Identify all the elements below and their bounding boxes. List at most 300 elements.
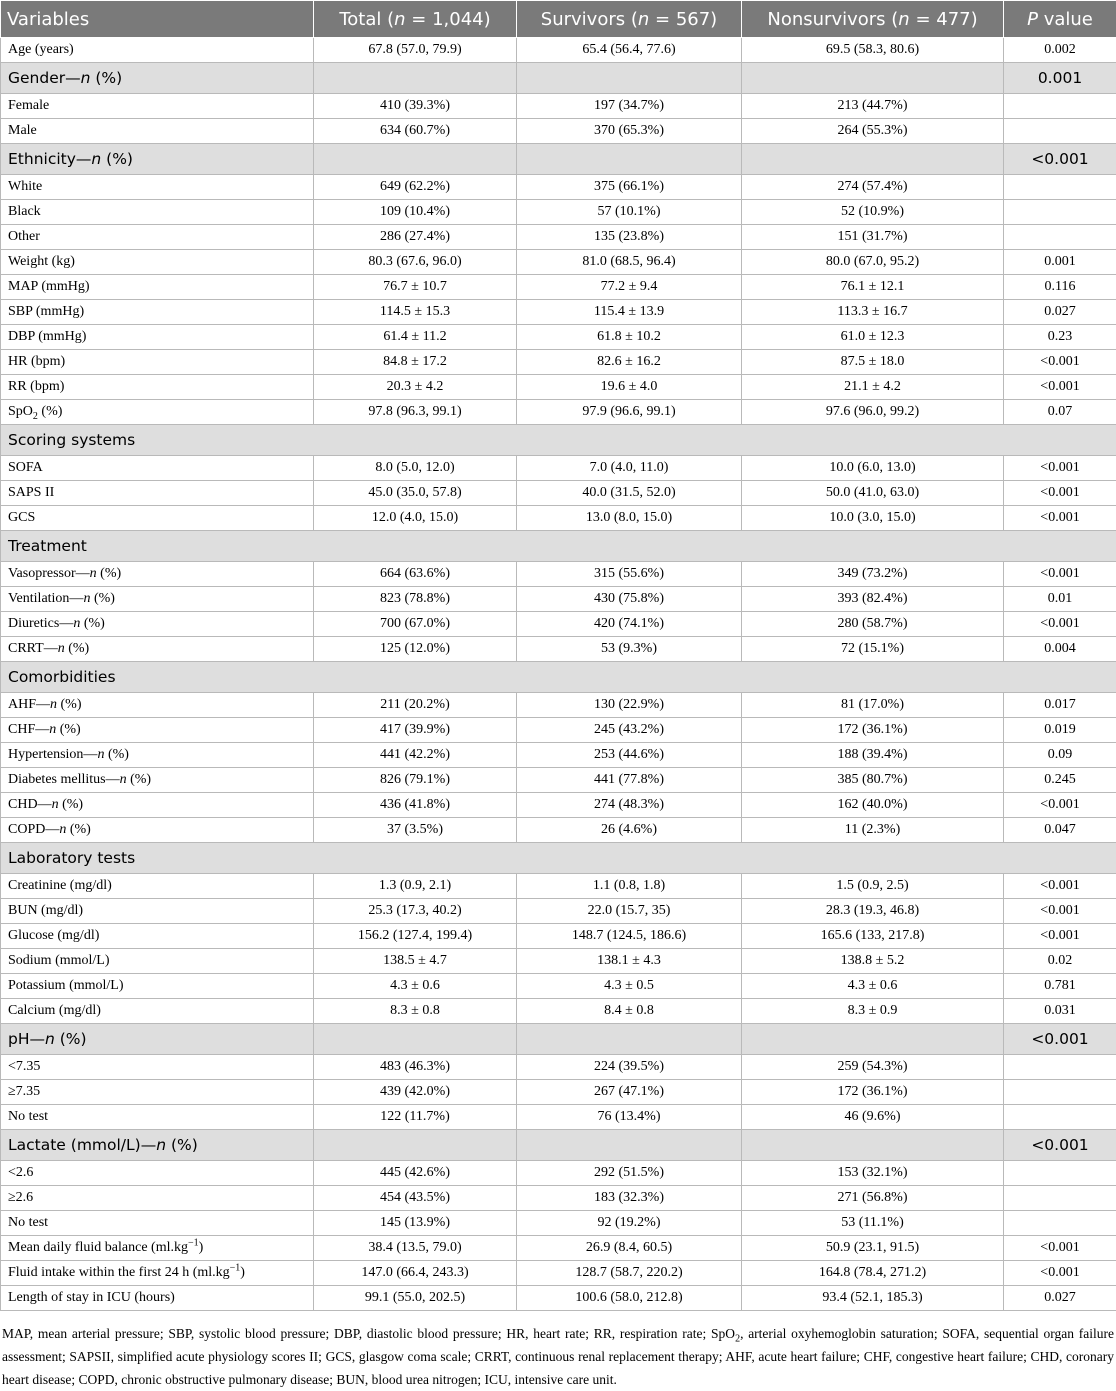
table-row <box>1 768 1116 793</box>
survivors-cell: 4.3 ± 0.5 <box>517 974 742 999</box>
nonsurvivors-cell: 72 (15.1%) <box>742 637 1004 662</box>
total-cell: 12.0 (4.0, 15.0) <box>314 506 517 531</box>
nonsurvivors-cell: 93.4 (52.1, 185.3) <box>742 1286 1004 1311</box>
total-cell: 823 (78.8%) <box>314 587 517 612</box>
total-cell: 439 (42.0%) <box>314 1080 517 1105</box>
variable-label: Age (years) <box>1 38 314 63</box>
nonsurvivors-cell: 393 (82.4%) <box>742 587 1004 612</box>
p-value-cell: <0.001 <box>1004 481 1116 506</box>
variable-label: SBP (mmHg) <box>1 300 314 325</box>
empty-cell <box>314 425 517 456</box>
p-value-cell <box>1004 1211 1116 1236</box>
empty-cell <box>517 1024 742 1055</box>
variable-label: COPD—n (%) <box>1 818 314 843</box>
table-row <box>1 506 1116 531</box>
nonsurvivors-cell: 172 (36.1%) <box>742 718 1004 743</box>
p-value-cell <box>1004 1161 1116 1186</box>
nonsurvivors-cell: 162 (40.0%) <box>742 793 1004 818</box>
nonsurvivors-cell: 264 (55.3%) <box>742 119 1004 144</box>
variable-label: Glucose (mg/dl) <box>1 924 314 949</box>
survivors-cell: 375 (66.1%) <box>517 175 742 200</box>
section-header-row <box>1 843 1116 874</box>
variable-label: SpO$_2$ (%) <box>1 400 314 425</box>
survivors-cell: 370 (65.3%) <box>517 119 742 144</box>
total-cell: 156.2 (127.4, 199.4) <box>314 924 517 949</box>
total-cell: 664 (63.6%) <box>314 562 517 587</box>
total-cell: 8.3 ± 0.8 <box>314 999 517 1024</box>
nonsurvivors-cell: 69.5 (58.3, 80.6) <box>742 38 1004 63</box>
nonsurvivors-cell: 349 (73.2%) <box>742 562 1004 587</box>
section-header-row <box>1 1024 1116 1055</box>
variable-label: CHF—n (%) <box>1 718 314 743</box>
header-survivors: Survivors (n = 567) <box>517 1 742 38</box>
table-row <box>1 350 1116 375</box>
table-row <box>1 400 1116 425</box>
section-label: Lactate (mmol/L)—n (%) <box>1 1130 314 1161</box>
total-cell: 37 (3.5%) <box>314 818 517 843</box>
table-row <box>1 1161 1116 1186</box>
nonsurvivors-cell: 151 (31.7%) <box>742 225 1004 250</box>
survivors-cell: 1.1 (0.8, 1.8) <box>517 874 742 899</box>
empty-cell <box>314 1024 517 1055</box>
empty-cell <box>517 144 742 175</box>
table-row <box>1 275 1116 300</box>
total-cell: 125 (12.0%) <box>314 637 517 662</box>
survivors-cell: 183 (32.3%) <box>517 1186 742 1211</box>
survivors-cell: 253 (44.6%) <box>517 743 742 768</box>
table-row <box>1 1105 1116 1130</box>
empty-cell <box>517 1130 742 1161</box>
p-value-cell <box>1004 843 1116 874</box>
nonsurvivors-cell: 188 (39.4%) <box>742 743 1004 768</box>
variable-label: AHF—n (%) <box>1 693 314 718</box>
p-value-cell <box>1004 119 1116 144</box>
empty-cell <box>742 843 1004 874</box>
table-row <box>1 949 1116 974</box>
empty-cell <box>742 531 1004 562</box>
header-variables: Variables <box>1 1 314 38</box>
survivors-cell: 135 (23.8%) <box>517 225 742 250</box>
variable-label: Calcium (mg/dl) <box>1 999 314 1024</box>
total-cell: 67.8 (57.0, 79.9) <box>314 38 517 63</box>
variable-label: Other <box>1 225 314 250</box>
survivors-cell: 77.2 ± 9.4 <box>517 275 742 300</box>
total-cell: 286 (27.4%) <box>314 225 517 250</box>
table-row <box>1 38 1116 63</box>
table-row <box>1 300 1116 325</box>
variable-label: Male <box>1 119 314 144</box>
p-value-cell: <0.001 <box>1004 612 1116 637</box>
table-row <box>1 818 1116 843</box>
empty-cell <box>742 1130 1004 1161</box>
table-row <box>1 325 1116 350</box>
empty-cell <box>742 144 1004 175</box>
survivors-cell: 420 (74.1%) <box>517 612 742 637</box>
nonsurvivors-cell: 50.0 (41.0, 63.0) <box>742 481 1004 506</box>
p-value-cell <box>1004 425 1116 456</box>
variable-label: Weight (kg) <box>1 250 314 275</box>
variable-label: HR (bpm) <box>1 350 314 375</box>
table-row <box>1 874 1116 899</box>
total-cell: 649 (62.2%) <box>314 175 517 200</box>
variable-label: Mean daily fluid balance $(ml.kg^{-1})$ <box>1 1236 314 1261</box>
empty-cell <box>314 63 517 94</box>
p-value-cell <box>1004 225 1116 250</box>
total-cell: 45.0 (35.0, 57.8) <box>314 481 517 506</box>
table-row <box>1 1080 1116 1105</box>
p-value-cell: 0.07 <box>1004 400 1116 425</box>
variable-label: SAPS II <box>1 481 314 506</box>
survivors-cell: 97.9 (96.6, 99.1) <box>517 400 742 425</box>
section-label: Laboratory tests <box>1 843 314 874</box>
p-value-cell: 0.09 <box>1004 743 1116 768</box>
nonsurvivors-cell: 172 (36.1%) <box>742 1080 1004 1105</box>
empty-cell <box>517 63 742 94</box>
total-cell: 97.8 (96.3, 99.1) <box>314 400 517 425</box>
total-cell: 84.8 ± 17.2 <box>314 350 517 375</box>
nonsurvivors-cell: 11 (2.3%) <box>742 818 1004 843</box>
table-row <box>1 924 1116 949</box>
table-row <box>1 899 1116 924</box>
p-value-cell <box>1004 1080 1116 1105</box>
p-value-cell: <0.001 <box>1004 144 1116 175</box>
empty-cell <box>314 662 517 693</box>
table-header-row <box>1 1 1116 38</box>
nonsurvivors-cell: 153 (32.1%) <box>742 1161 1004 1186</box>
table-row <box>1 718 1116 743</box>
nonsurvivors-cell: 1.5 (0.9, 2.5) <box>742 874 1004 899</box>
p-value-cell <box>1004 662 1116 693</box>
survivors-cell: 7.0 (4.0, 11.0) <box>517 456 742 481</box>
p-value-cell: <0.001 <box>1004 924 1116 949</box>
variable-label: Diabetes mellitus—n (%) <box>1 768 314 793</box>
table-row <box>1 793 1116 818</box>
nonsurvivors-cell: 80.0 (67.0, 95.2) <box>742 250 1004 275</box>
nonsurvivors-cell: 81 (17.0%) <box>742 693 1004 718</box>
nonsurvivors-cell: 280 (58.7%) <box>742 612 1004 637</box>
table-footnote: MAP, mean arterial pressure; SBP, systolic blood pressure; DBP, diastolic blood pressure; HR, heart rate; RR, respiration rate; SpO$_2$, arterial oxyhemoglobin saturation; SOFA, sequential organ failure assessment; SAPSII, simplified acute physiology scores II; GCS, glasgow coma scale; CRRT, continuous renal replacement therapy; AHF, acute heart failure; CHF, congestive heart failure; CHD, coronary heart disease; COPD, chronic obstructive pulmonary disease; BUN, blood urea nitrogen; ICU, intensive care unit. <box>2 1322 1114 1391</box>
nonsurvivors-cell: 4.3 ± 0.6 <box>742 974 1004 999</box>
nonsurvivors-cell: 50.9 (23.1, 91.5) <box>742 1236 1004 1261</box>
empty-cell <box>517 662 742 693</box>
variable-label: CHD—n (%) <box>1 793 314 818</box>
total-cell: 80.3 (67.6, 96.0) <box>314 250 517 275</box>
total-cell: 38.4 (13.5, 79.0) <box>314 1236 517 1261</box>
empty-cell <box>517 425 742 456</box>
section-header-row <box>1 144 1116 175</box>
survivors-cell: 245 (43.2%) <box>517 718 742 743</box>
total-cell: 410 (39.3%) <box>314 94 517 119</box>
empty-cell <box>314 1130 517 1161</box>
nonsurvivors-cell: 28.3 (19.3, 46.8) <box>742 899 1004 924</box>
p-value-cell: 0.001 <box>1004 250 1116 275</box>
survivors-cell: 26.9 (8.4, 60.5) <box>517 1236 742 1261</box>
section-header-row <box>1 1130 1116 1161</box>
survivors-cell: 197 (34.7%) <box>517 94 742 119</box>
nonsurvivors-cell: 52 (10.9%) <box>742 200 1004 225</box>
survivors-cell: 315 (55.6%) <box>517 562 742 587</box>
total-cell: 700 (67.0%) <box>314 612 517 637</box>
survivors-cell: 82.6 ± 16.2 <box>517 350 742 375</box>
section-label: Ethnicity—n (%) <box>1 144 314 175</box>
p-value-cell: <0.001 <box>1004 375 1116 400</box>
table-row <box>1 974 1116 999</box>
survivors-cell: 430 (75.8%) <box>517 587 742 612</box>
p-value-cell: <0.001 <box>1004 506 1116 531</box>
variable-label: Length of stay in ICU (hours) <box>1 1286 314 1311</box>
total-cell: 417 (39.9%) <box>314 718 517 743</box>
table-row <box>1 1261 1116 1286</box>
table-row <box>1 481 1116 506</box>
empty-cell <box>742 662 1004 693</box>
empty-cell <box>742 1024 1004 1055</box>
survivors-cell: 19.6 ± 4.0 <box>517 375 742 400</box>
nonsurvivors-cell: 10.0 (3.0, 15.0) <box>742 506 1004 531</box>
empty-cell <box>517 843 742 874</box>
p-value-cell: 0.027 <box>1004 300 1116 325</box>
header-nonsurvivors: Nonsurvivors (n = 477) <box>742 1 1004 38</box>
survivors-cell: 8.4 ± 0.8 <box>517 999 742 1024</box>
survivors-cell: 128.7 (58.7, 220.2) <box>517 1261 742 1286</box>
p-value-cell: 0.001 <box>1004 63 1116 94</box>
survivors-cell: 65.4 (56.4, 77.6) <box>517 38 742 63</box>
total-cell: 4.3 ± 0.6 <box>314 974 517 999</box>
survivors-cell: 267 (47.1%) <box>517 1080 742 1105</box>
variable-label: Diuretics—n (%) <box>1 612 314 637</box>
p-value-cell: <0.001 <box>1004 1024 1116 1055</box>
table-row <box>1 1055 1116 1080</box>
total-cell: 25.3 (17.3, 40.2) <box>314 899 517 924</box>
table-row <box>1 637 1116 662</box>
total-cell: 114.5 ± 15.3 <box>314 300 517 325</box>
p-value-cell: <0.001 <box>1004 562 1116 587</box>
p-value-cell: <0.001 <box>1004 793 1116 818</box>
total-cell: 20.3 ± 4.2 <box>314 375 517 400</box>
empty-cell <box>517 531 742 562</box>
variable-label: Ventilation—n (%) <box>1 587 314 612</box>
p-value-cell: 0.031 <box>1004 999 1116 1024</box>
table-row <box>1 94 1116 119</box>
nonsurvivors-cell: 213 (44.7%) <box>742 94 1004 119</box>
table-row <box>1 999 1116 1024</box>
survivors-cell: 441 (77.8%) <box>517 768 742 793</box>
p-value-cell: 0.017 <box>1004 693 1116 718</box>
nonsurvivors-cell: 8.3 ± 0.9 <box>742 999 1004 1024</box>
survivors-cell: 13.0 (8.0, 15.0) <box>517 506 742 531</box>
survivors-cell: 224 (39.5%) <box>517 1055 742 1080</box>
table-row <box>1 693 1116 718</box>
variable-label: CRRT—n (%) <box>1 637 314 662</box>
section-label: Gender—n (%) <box>1 63 314 94</box>
nonsurvivors-cell: 259 (54.3%) <box>742 1055 1004 1080</box>
variable-label: White <box>1 175 314 200</box>
p-value-cell: 0.047 <box>1004 818 1116 843</box>
section-label: Treatment <box>1 531 314 562</box>
total-cell: 138.5 ± 4.7 <box>314 949 517 974</box>
total-cell: 76.7 ± 10.7 <box>314 275 517 300</box>
nonsurvivors-cell: 385 (80.7%) <box>742 768 1004 793</box>
section-label: Comorbidities <box>1 662 314 693</box>
p-value-cell: <0.001 <box>1004 874 1116 899</box>
total-cell: 436 (41.8%) <box>314 793 517 818</box>
p-value-cell: <0.001 <box>1004 350 1116 375</box>
variable-label: SOFA <box>1 456 314 481</box>
p-value-cell: 0.019 <box>1004 718 1116 743</box>
variable-label: RR (bpm) <box>1 375 314 400</box>
variable-label: Fluid intake within the first 24 h $(ml.kg^{-1})$ <box>1 1261 314 1286</box>
empty-cell <box>314 843 517 874</box>
variable-label: <7.35 <box>1 1055 314 1080</box>
survivors-cell: 138.1 ± 4.3 <box>517 949 742 974</box>
survivors-cell: 274 (48.3%) <box>517 793 742 818</box>
nonsurvivors-cell: 76.1 ± 12.1 <box>742 275 1004 300</box>
p-value-cell: 0.004 <box>1004 637 1116 662</box>
p-value-cell: 0.245 <box>1004 768 1116 793</box>
total-cell: 122 (11.7%) <box>314 1105 517 1130</box>
table-row <box>1 587 1116 612</box>
p-value-cell: 0.781 <box>1004 974 1116 999</box>
table-row <box>1 250 1116 275</box>
survivors-cell: 22.0 (15.7, 35) <box>517 899 742 924</box>
nonsurvivors-cell: 165.6 (133, 217.8) <box>742 924 1004 949</box>
survivors-cell: 100.6 (58.0, 212.8) <box>517 1286 742 1311</box>
nonsurvivors-cell: 271 (56.8%) <box>742 1186 1004 1211</box>
survivors-cell: 148.7 (124.5, 186.6) <box>517 924 742 949</box>
p-value-cell: 0.027 <box>1004 1286 1116 1311</box>
total-cell: 445 (42.6%) <box>314 1161 517 1186</box>
p-value-cell <box>1004 94 1116 119</box>
survivors-cell: 53 (9.3%) <box>517 637 742 662</box>
table-row <box>1 375 1116 400</box>
variable-label: Creatinine (mg/dl) <box>1 874 314 899</box>
p-value-cell <box>1004 1105 1116 1130</box>
nonsurvivors-cell: 10.0 (6.0, 13.0) <box>742 456 1004 481</box>
nonsurvivors-cell: 46 (9.6%) <box>742 1105 1004 1130</box>
nonsurvivors-cell: 21.1 ± 4.2 <box>742 375 1004 400</box>
p-value-cell <box>1004 1055 1116 1080</box>
p-value-cell: 0.01 <box>1004 587 1116 612</box>
survivors-cell: 40.0 (31.5, 52.0) <box>517 481 742 506</box>
empty-cell <box>742 425 1004 456</box>
p-value-cell: 0.002 <box>1004 38 1116 63</box>
nonsurvivors-cell: 274 (57.4%) <box>742 175 1004 200</box>
section-header-row <box>1 63 1116 94</box>
variable-label: GCS <box>1 506 314 531</box>
total-cell: 109 (10.4%) <box>314 200 517 225</box>
p-value-cell <box>1004 175 1116 200</box>
survivors-cell: 76 (13.4%) <box>517 1105 742 1130</box>
nonsurvivors-cell: 53 (11.1%) <box>742 1211 1004 1236</box>
variable-label: Hypertension—n (%) <box>1 743 314 768</box>
p-value-cell: <0.001 <box>1004 899 1116 924</box>
p-value-cell <box>1004 200 1116 225</box>
total-cell: 145 (13.9%) <box>314 1211 517 1236</box>
section-label: pH—n (%) <box>1 1024 314 1055</box>
section-label: Scoring systems <box>1 425 314 456</box>
total-cell: 147.0 (66.4, 243.3) <box>314 1261 517 1286</box>
total-cell: 61.4 ± 11.2 <box>314 325 517 350</box>
table-row <box>1 119 1116 144</box>
header-total: Total (n = 1,044) <box>314 1 517 38</box>
variable-label: No test <box>1 1211 314 1236</box>
variable-label: ≥7.35 <box>1 1080 314 1105</box>
table-row <box>1 175 1116 200</box>
table-row <box>1 562 1116 587</box>
survivors-cell: 115.4 ± 13.9 <box>517 300 742 325</box>
empty-cell <box>742 63 1004 94</box>
nonsurvivors-cell: 97.6 (96.0, 99.2) <box>742 400 1004 425</box>
table-row <box>1 1236 1116 1261</box>
total-cell: 441 (42.2%) <box>314 743 517 768</box>
section-header-row <box>1 425 1116 456</box>
variable-label: Sodium (mmol/L) <box>1 949 314 974</box>
nonsurvivors-cell: 138.8 ± 5.2 <box>742 949 1004 974</box>
p-value-cell: 0.116 <box>1004 275 1116 300</box>
variable-label: No test <box>1 1105 314 1130</box>
p-value-cell <box>1004 531 1116 562</box>
total-cell: 634 (60.7%) <box>314 119 517 144</box>
p-value-cell: <0.001 <box>1004 1261 1116 1286</box>
total-cell: 99.1 (55.0, 202.5) <box>314 1286 517 1311</box>
nonsurvivors-cell: 164.8 (78.4, 271.2) <box>742 1261 1004 1286</box>
survivors-cell: 81.0 (68.5, 96.4) <box>517 250 742 275</box>
header-p-value: P value <box>1004 1 1116 38</box>
section-header-row <box>1 531 1116 562</box>
p-value-cell: 0.23 <box>1004 325 1116 350</box>
table-row <box>1 200 1116 225</box>
p-value-cell: <0.001 <box>1004 1236 1116 1261</box>
total-cell: 454 (43.5%) <box>314 1186 517 1211</box>
survivors-cell: 26 (4.6%) <box>517 818 742 843</box>
variable-label: Vasopressor—n (%) <box>1 562 314 587</box>
p-value-cell <box>1004 1186 1116 1211</box>
total-cell: 826 (79.1%) <box>314 768 517 793</box>
section-header-row <box>1 662 1116 693</box>
nonsurvivors-cell: 87.5 ± 18.0 <box>742 350 1004 375</box>
empty-cell <box>314 531 517 562</box>
table-row <box>1 225 1116 250</box>
nonsurvivors-cell: 61.0 ± 12.3 <box>742 325 1004 350</box>
survivors-cell: 61.8 ± 10.2 <box>517 325 742 350</box>
total-cell: 1.3 (0.9, 2.1) <box>314 874 517 899</box>
variable-label: BUN (mg/dl) <box>1 899 314 924</box>
survivors-cell: 130 (22.9%) <box>517 693 742 718</box>
survivors-cell: 292 (51.5%) <box>517 1161 742 1186</box>
table-row <box>1 612 1116 637</box>
p-value-cell: 0.02 <box>1004 949 1116 974</box>
table-row <box>1 1211 1116 1236</box>
table-row <box>1 743 1116 768</box>
variable-label: DBP (mmHg) <box>1 325 314 350</box>
p-value-cell: <0.001 <box>1004 456 1116 481</box>
total-cell: 8.0 (5.0, 12.0) <box>314 456 517 481</box>
variable-label: ≥2.6 <box>1 1186 314 1211</box>
table-row <box>1 1286 1116 1311</box>
variable-label: <2.6 <box>1 1161 314 1186</box>
total-cell: 483 (46.3%) <box>314 1055 517 1080</box>
table-body <box>1 38 1116 1311</box>
table-row <box>1 456 1116 481</box>
variable-label: Potassium (mmol/L) <box>1 974 314 999</box>
survivors-cell: 92 (19.2%) <box>517 1211 742 1236</box>
variable-label: MAP (mmHg) <box>1 275 314 300</box>
table-row <box>1 1186 1116 1211</box>
variable-label: Female <box>1 94 314 119</box>
empty-cell <box>314 144 517 175</box>
nonsurvivors-cell: 113.3 ± 16.7 <box>742 300 1004 325</box>
survivors-cell: 57 (10.1%) <box>517 200 742 225</box>
p-value-cell: <0.001 <box>1004 1130 1116 1161</box>
